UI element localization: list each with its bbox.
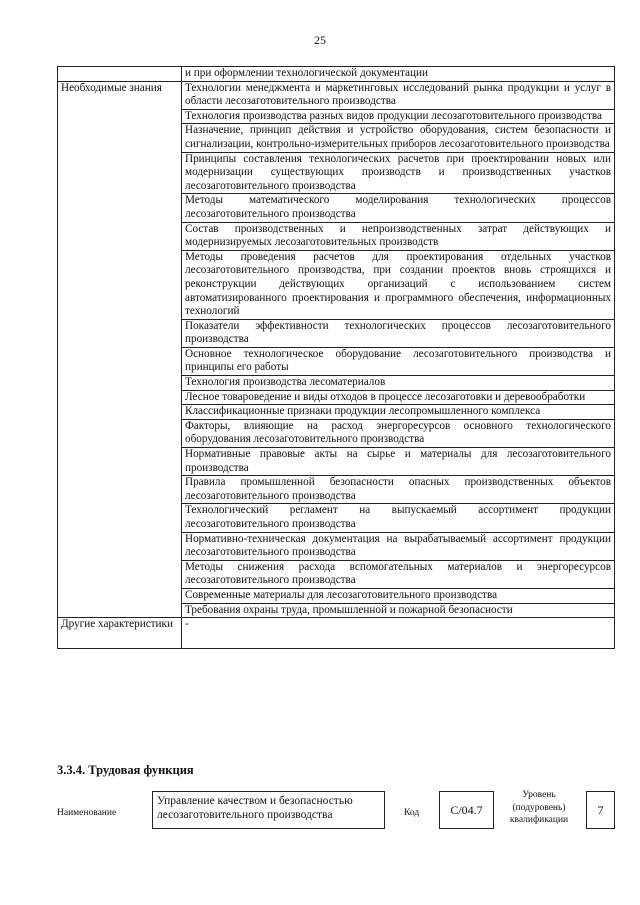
knowledge-item: Назначение, принцип действия и устройство оборудования, систем безопасности и сигнализации, контрольно-измерительных приборов лесозаготовительного производства xyxy=(182,124,615,152)
qualification-level-label: Уровень (подуровень) квалификации xyxy=(509,790,569,825)
knowledge-item: Состав производственных и непроизводственных затрат действующих и модернизируемых лесозаготовительных производств xyxy=(182,222,615,250)
knowledge-item: Методы математического моделирования технологических процессов лесозаготовительного производства xyxy=(182,194,615,222)
code-label: Код xyxy=(404,808,420,818)
function-header-row xyxy=(57,788,617,838)
function-name-field: Управление качеством и безопасностью лесозаготовительного производства xyxy=(152,791,385,829)
requirements-table-body xyxy=(58,67,615,649)
knowledge-item: Технология производства разных видов продукции лесозаготовительного производства xyxy=(182,109,615,124)
name-label: Наименование xyxy=(57,808,117,818)
knowledge-item: Факторы, влияющие на расход энергоресурсов основного технологического оборудования лесозаготовительного производства xyxy=(182,419,615,447)
function-code-field: C/04.7 xyxy=(439,791,494,829)
page-number: 25 xyxy=(314,33,326,47)
knowledge-item: Методы снижения расхода вспомогательных материалов и энергоресурсов лесозаготовительного производства xyxy=(182,560,615,588)
knowledge-item: Нормативно-техническая документация на вырабатываемый ассортимент продукции лесозаготовительного производства xyxy=(182,532,615,560)
knowledge-item: Классификационные признаки продукции лесопромышленного комплекса xyxy=(182,405,615,420)
qualification-level-field: 7 xyxy=(586,791,615,829)
knowledge-item: Технологии менеджмента и маркетинговых исследований рынка продукции и услуг в области лесозаготовительного производства xyxy=(182,81,615,109)
knowledge-item: Технология производства лесоматериалов xyxy=(182,376,615,391)
knowledge-item: Методы проведения расчетов для проектирования отдельных участков лесозаготовительного производства, при создании проектов вновь строящихся и реконструкции действующих организаций с использованием систем автоматизированного проектирования и программного обеспечения, информационных технологий xyxy=(182,250,615,319)
knowledge-label: Необходимые знания xyxy=(58,81,182,618)
empty-label-cell xyxy=(58,67,182,82)
knowledge-item: Принципы составления технологических расчетов при проектировании новых или модернизации существующих производств и производственных участков лесозаготовительного производства xyxy=(182,152,615,194)
knowledge-item: Лесное товароведение и виды отходов в процессе лесозаготовки и деревообработки xyxy=(182,390,615,405)
other-characteristics-value: - xyxy=(182,618,615,649)
requirements-table xyxy=(57,66,615,649)
table-row xyxy=(58,67,615,82)
knowledge-item: Нормативные правовые акты на сырье и материалы для лесозаготовительного производства xyxy=(182,448,615,476)
knowledge-item: Показатели эффективности технологических процессов лесозаготовительного производства xyxy=(182,319,615,347)
knowledge-item: Современные материалы для лесозаготовительного производства xyxy=(182,588,615,603)
other-characteristics-label: Другие характеристики xyxy=(58,618,182,649)
continuation-cell: и при оформлении технологической документации xyxy=(182,67,615,82)
knowledge-item: Технологический регламент на выпускаемый ассортимент продукции лесозаготовительного производства xyxy=(182,504,615,532)
table-row xyxy=(58,81,615,109)
knowledge-item: Правила промышленной безопасности опасных производственных объектов лесозаготовительного производства xyxy=(182,476,615,504)
knowledge-item: Основное технологическое оборудование лесозаготовительного производства и принципы его работы xyxy=(182,347,615,375)
section-heading: 3.3.4. Трудовая функция xyxy=(57,763,194,777)
knowledge-item: Требования охраны труда, промышленной и пожарной безопасности xyxy=(182,603,615,618)
table-row xyxy=(58,618,615,649)
